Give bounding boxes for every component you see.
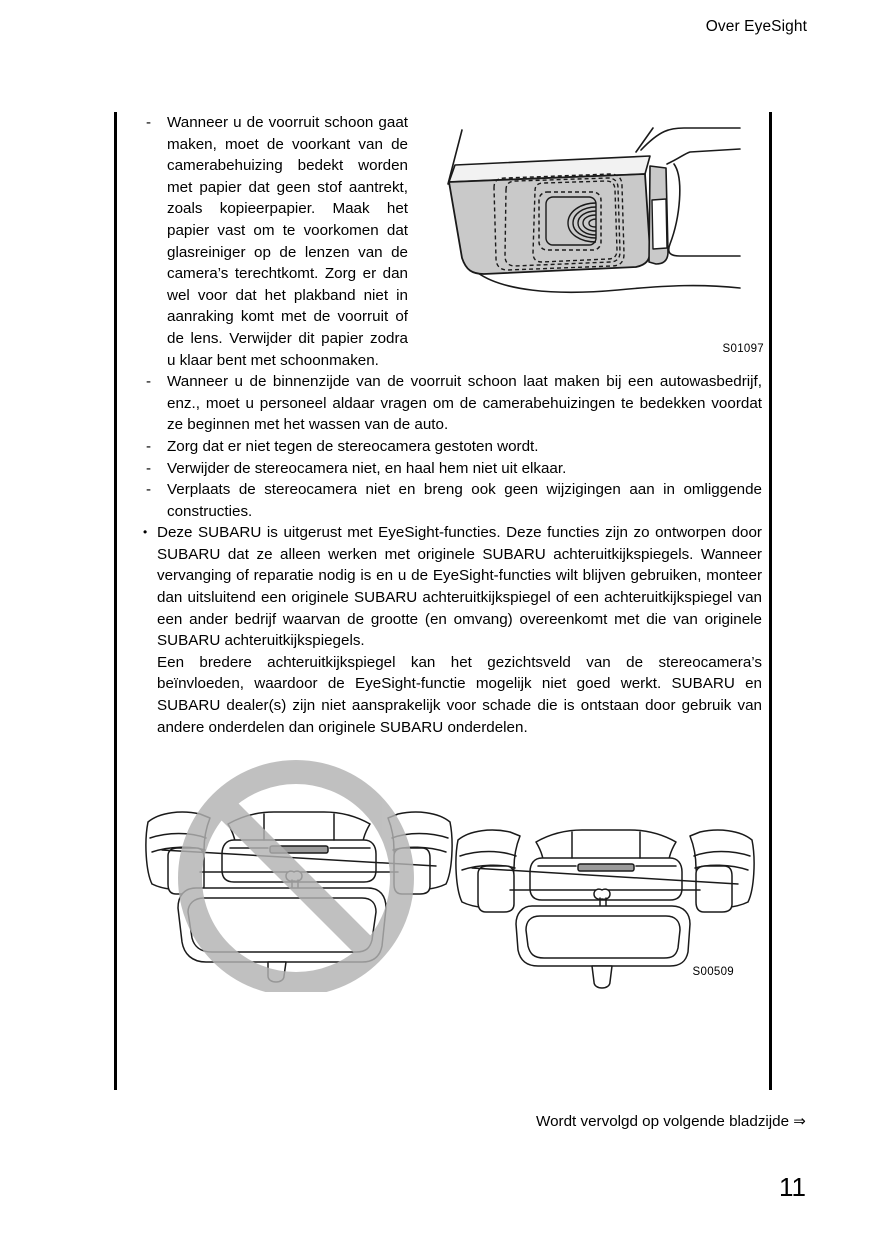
right-margin-rule	[769, 112, 772, 1090]
figure-id-camera-housing: S01097	[722, 343, 764, 355]
list-item	[140, 112, 762, 371]
dash-marker: -	[146, 373, 152, 391]
dash-marker: -	[146, 459, 152, 477]
list-item	[140, 479, 762, 522]
bullet-list	[140, 522, 762, 738]
figure-mirrors-group	[140, 760, 762, 992]
narrow-dash-list	[140, 112, 762, 371]
figure-mirror-prohibited	[134, 760, 464, 992]
dash-marker: -	[146, 114, 152, 131]
content-body	[140, 112, 762, 992]
page-number: 11	[779, 1172, 806, 1202]
figure-mirror-standard	[446, 792, 764, 992]
bullet-marker: •	[143, 525, 148, 540]
list-item	[140, 522, 762, 738]
figure-id-mirror-standard: S00509	[692, 966, 734, 979]
list-item	[140, 371, 762, 436]
paragraph: Een bredere achteruitkijkspiegel kan het gezichtsveld van de stereocamera’s beïnvloeden, waardoor de EyeSight-functie mogelijk niet goed werkt. SUBARU en SUBARU dealer(s) zijn niet aansprakelijk voor schade die is ontstaan door gebruik van andere onderdelen dan originele SUBARU onderdelen.	[157, 653, 762, 736]
continued-notice: Wordt vervolgd op volgende bladzijde ⇒	[536, 1113, 806, 1130]
full-width-flow	[140, 371, 762, 738]
list-item	[140, 436, 762, 458]
page-title: Over EyeSight	[705, 18, 807, 35]
dash-marker: -	[146, 481, 152, 499]
list-item-text: Verwijder de stereocamera niet, en haal hem niet uit elkaar.	[167, 459, 567, 477]
list-item-text: Wanneer u de voorruit schoon gaat maken, moet de voorkant van de camerabehuizing bedekt worden met papier dat geen stof aantrekt, zoals kopieerpapier. Maak het papier vast om te voorkomen dat glasreiniger op de lenzen van de camera’s terechtkomt. Zorg er dan wel voor dat het plakband niet in aanraking komt met de voorruit of de lens. Verwijder dit papier zodra u klaar bent met schoonmaken.	[167, 114, 408, 369]
list-item-text: Wanneer u de binnenzijde van de voorruit schoon laat maken bij een autowasbedrijf, enz., moet u personeel aldaar vragen om de camerabehuizingen te bedekken voordat ze beginnen met het wassen van de auto.	[167, 373, 762, 434]
left-margin-rule	[114, 112, 117, 1090]
standard-rearview-mirror-illustration	[446, 792, 764, 992]
dash-list	[140, 371, 762, 522]
wide-rearview-mirror-prohibited-illustration	[134, 760, 464, 992]
list-item-text: Verplaats de stereocamera niet en breng ook geen wijzigingen aan in omliggende constructies.	[167, 481, 762, 520]
list-item-text: Zorg dat er niet tegen de stereocamera gestoten wordt.	[167, 437, 539, 455]
list-item	[140, 458, 762, 480]
dash-marker: -	[146, 437, 152, 455]
paragraph: Deze SUBARU is uitgerust met EyeSight-functies. Deze functies zijn zo ontworpen door SUBARU dat ze alleen werken met originele SUBARU achteruitkijkspiegels. Wanneer vervanging of reparatie nodig is en u de EyeSight-functies wilt blijven gebruiken, monteer dan uitsluitend een originele SUBARU achteruitkijkspiegel of een achteruitkijkspiegel van een ander bedrijf waarvan de grootte (en omvang) overeenkomt met die van originele SUBARU achteruitkijkspiegels.	[157, 524, 762, 650]
